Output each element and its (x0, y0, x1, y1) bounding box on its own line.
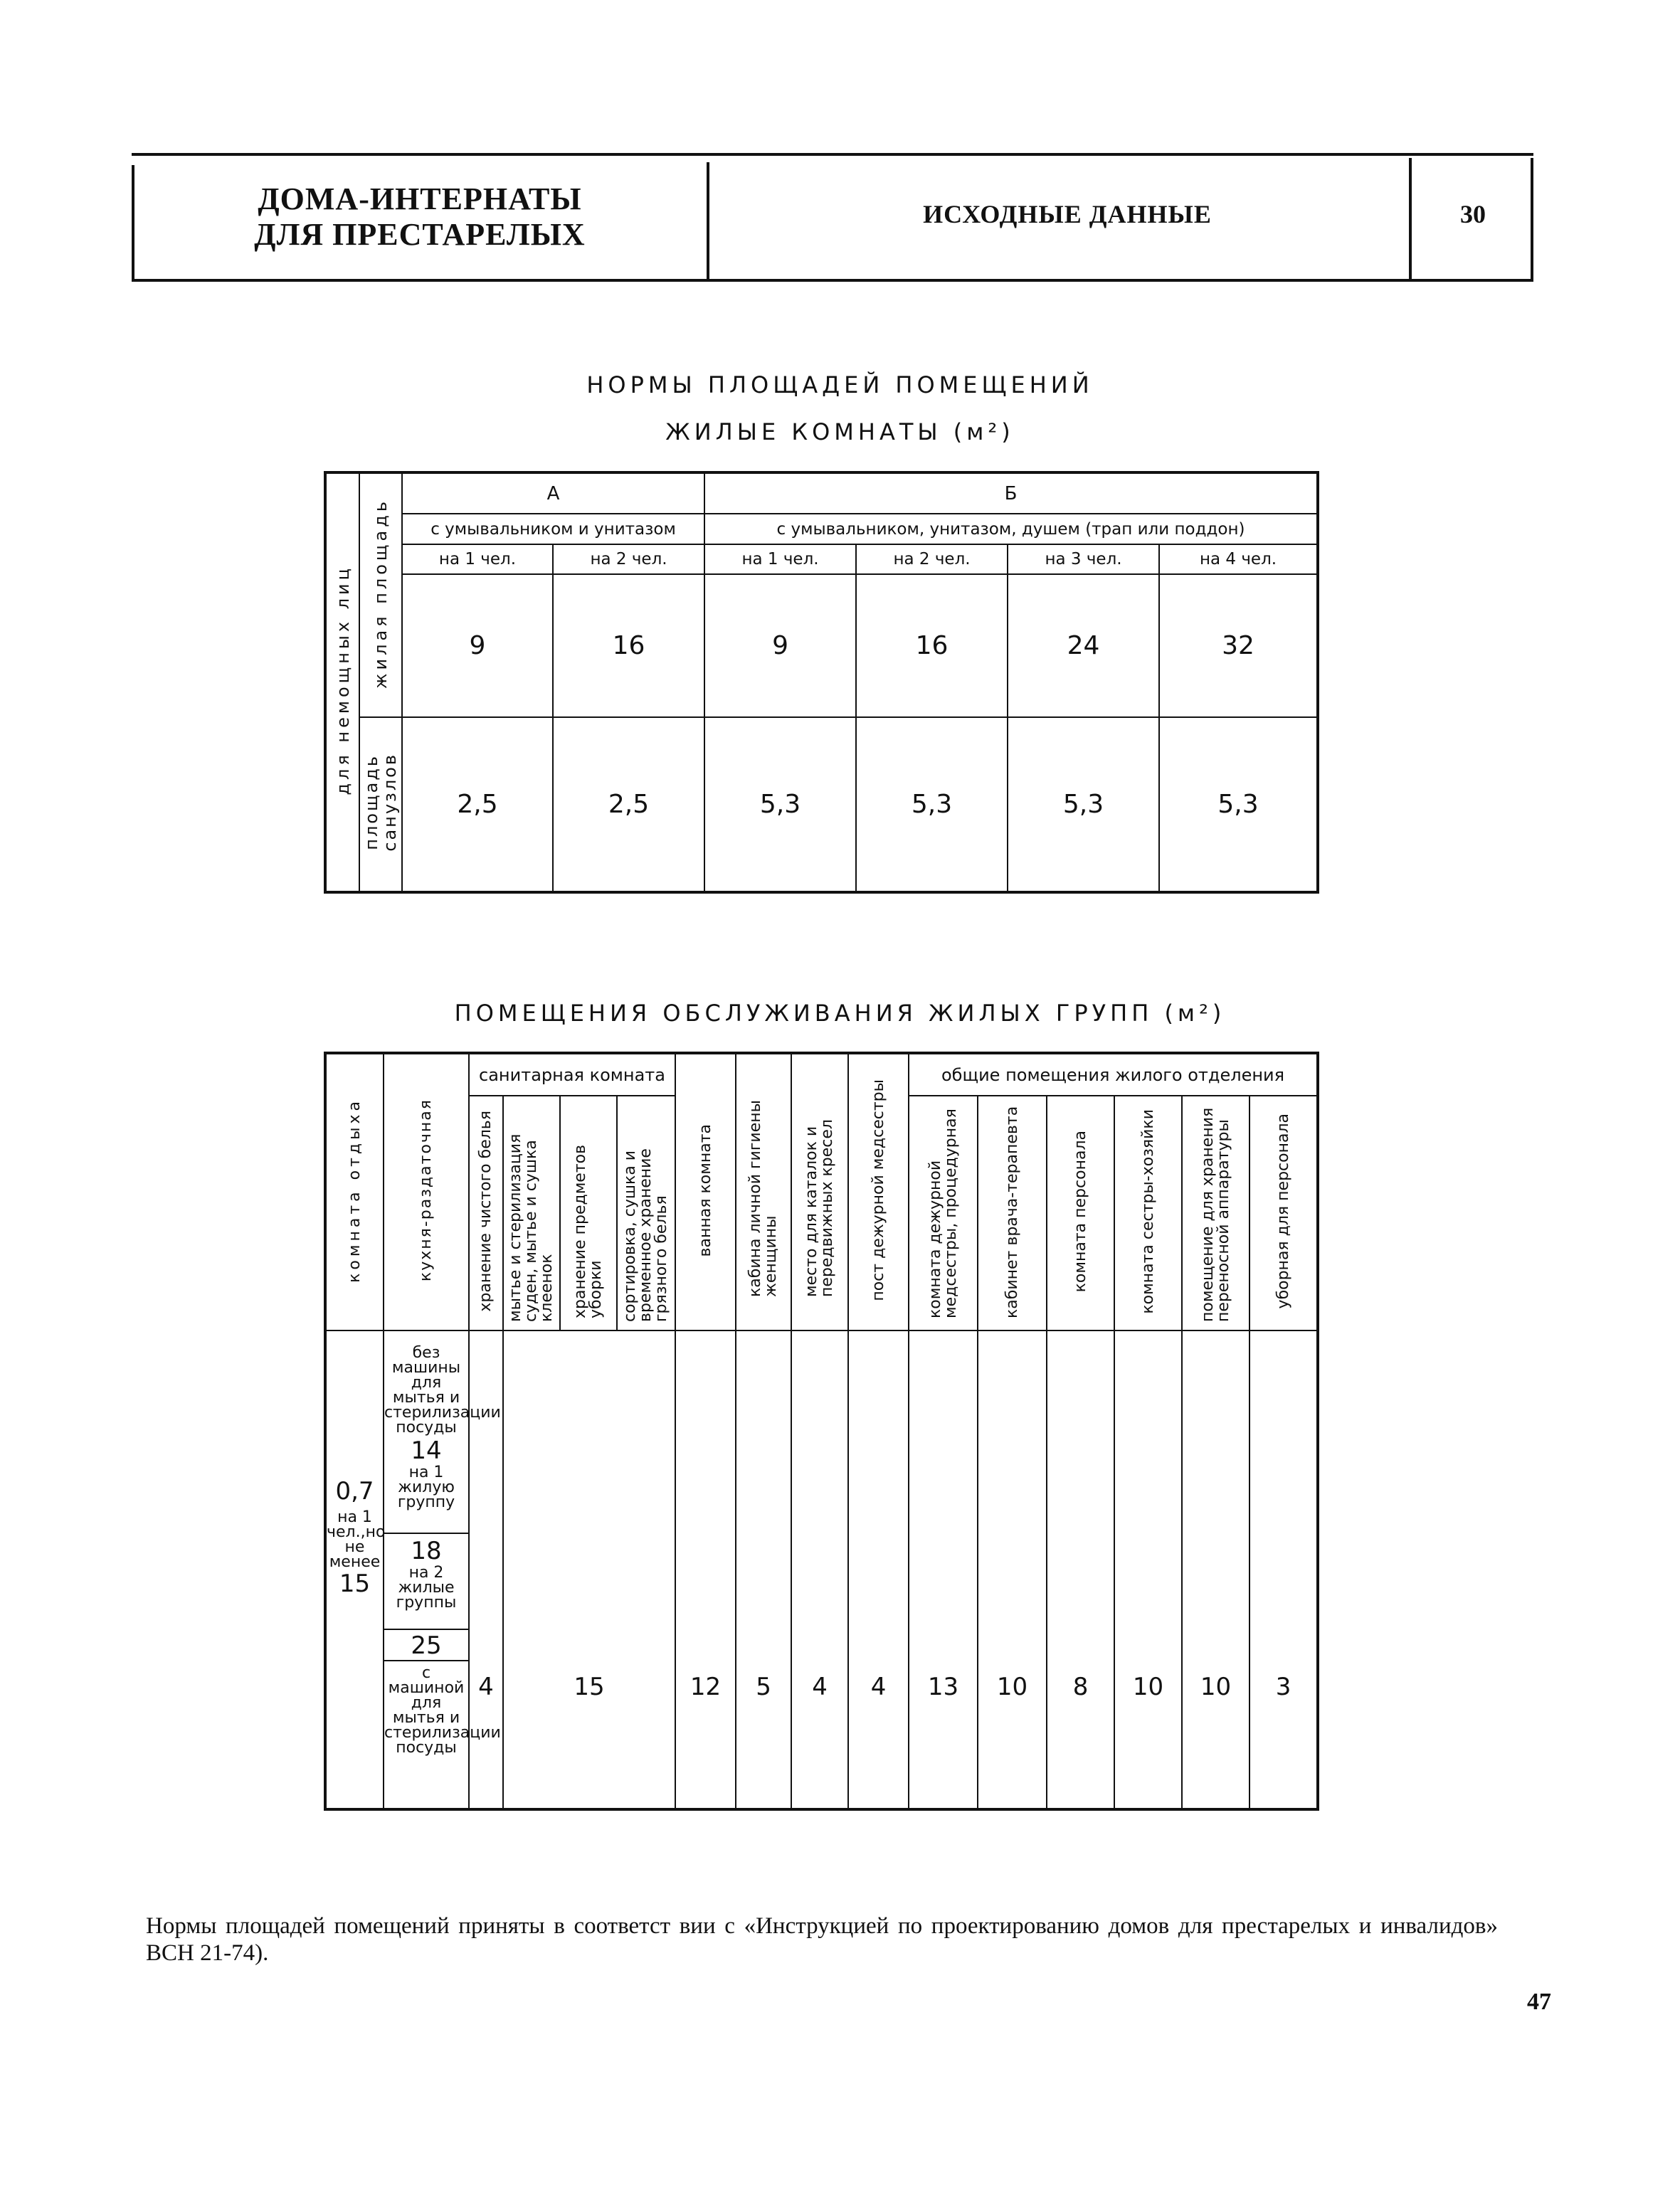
bath-value: 12 (675, 1330, 736, 1809)
duty-nurse-label: комната дежурной медсестры, процедурная (926, 1108, 960, 1318)
sanitary-area-label (362, 753, 399, 852)
col-a-1-person: на 1 чел. (402, 544, 553, 574)
bath-header (675, 1053, 736, 1330)
sheet-number: 30 (1460, 200, 1486, 228)
sanitary-combined-value: 15 (503, 1330, 675, 1809)
duty-nurse-value: 13 (909, 1330, 978, 1809)
vessels-header (503, 1096, 560, 1330)
section-title: ИСХОДНЫЕ ДАННЫЕ (923, 200, 1212, 228)
living-area-value: 32 (1159, 574, 1318, 717)
sanitary-area-value: 5,3 (1008, 717, 1159, 892)
rest-room-value-cell (325, 1330, 384, 1809)
header-left-rule (132, 165, 134, 279)
equipment-label: помещение для хранения переносной аппаратуры (1198, 1107, 1232, 1322)
kitchen-no-machine-note: без машины для мытья и стерилизации посуды (384, 1344, 501, 1437)
rest-room-header (325, 1053, 384, 1330)
document-title (135, 181, 704, 253)
kitchen-header (384, 1053, 469, 1330)
clean-linen-header (469, 1096, 503, 1330)
staff-header (1047, 1096, 1114, 1330)
common-rooms-group-header: общие помещения жилого отделения (909, 1053, 1318, 1096)
heading-living-rooms: ЖИЛЫЕ КОМНАТЫ (м²) (665, 418, 1015, 445)
living-area-label: жилая площадь (371, 497, 391, 689)
cleaning-label: хранение предметов уборки (571, 1144, 605, 1318)
hygiene-header (736, 1053, 791, 1330)
side-label: для немощных лиц (332, 565, 353, 795)
doctor-label: кабинет врача-терапевта (1003, 1106, 1021, 1318)
housekeeper-header (1114, 1096, 1182, 1330)
kitchen-label: кухня-раздаточная (417, 1099, 435, 1282)
doctor-value: 10 (978, 1330, 1047, 1809)
living-area-value: 16 (553, 574, 704, 717)
hygiene-label: кабина личной гигиены женщины (746, 1100, 781, 1297)
sanitary-area-value: 5,3 (856, 717, 1008, 892)
col-b-3-persons: на 3 чел. (1008, 544, 1159, 574)
living-rooms-table (324, 471, 1319, 894)
header-divider-1 (707, 162, 709, 279)
rest-room-label: комната отдыха (345, 1098, 364, 1283)
housekeeper-label: комната сестры-хозяйки (1139, 1109, 1157, 1314)
kitchen-value-1: 14 (411, 1437, 442, 1465)
kitchen-value-2: 18 (411, 1537, 442, 1565)
clean-linen-value: 4 (469, 1330, 503, 1809)
cleaning-header (560, 1096, 617, 1330)
chairs-header (791, 1053, 848, 1330)
duty-nurse-header (909, 1096, 978, 1330)
rest-room-note: на 1 чел.,но не менее (327, 1508, 386, 1571)
vessels-label: мытье и стерилизация суден, мытье и сушка клеенок (507, 1133, 556, 1322)
sanitary-area-value: 5,3 (1159, 717, 1318, 892)
sanitary-area-value: 5,3 (704, 717, 856, 892)
kitchen-variant-1 (384, 1331, 501, 1534)
group-b-description: с умывальником, унитазом, душем (трап или поддон) (704, 514, 1318, 544)
bath-label: ванная комната (696, 1123, 714, 1257)
group-a-header: А (402, 472, 704, 514)
toilet-label: уборная для персонала (1274, 1113, 1292, 1309)
kitchen-variant-3 (384, 1630, 501, 1757)
sanitary-area-label-line1: площадь (361, 754, 381, 851)
group-a-description: с умывальником и унитазом (402, 514, 704, 544)
group-b-header: Б (704, 472, 1318, 514)
equipment-header (1182, 1096, 1250, 1330)
document-title-line1: ДОМА-ИНТЕРНАТЫ (258, 181, 582, 216)
kitchen-note-2: на 2 жилые группы (396, 1564, 457, 1612)
heading-service-rooms: ПОМЕЩЕНИЯ ОБСЛУЖИВАНИЯ ЖИЛЫХ ГРУПП (м²) (454, 1000, 1226, 1027)
col-a-2-persons: на 2 чел. (553, 544, 704, 574)
living-area-value: 9 (704, 574, 856, 717)
header-bottom-rule (132, 279, 1533, 282)
nurse-post-header (848, 1053, 909, 1330)
sanitary-area-label-cell (359, 717, 402, 892)
kitchen-variant-2 (384, 1534, 468, 1630)
kitchen-note-1: на 1 жилую группу (397, 1464, 455, 1511)
kitchen-value-3: 25 (384, 1630, 468, 1661)
clean-linen-label: хранение чистого белья (477, 1111, 495, 1312)
sanitary-area-value: 2,5 (553, 717, 704, 892)
nurse-post-label: пост дежурной медсестры (869, 1079, 887, 1301)
dirty-linen-label: сортировка, сушка и временное хранение грязного белья (621, 1148, 670, 1322)
side-label-cell (325, 472, 359, 892)
heading-norms: НОРМЫ ПЛОЩАДЕЙ ПОМЕЩЕНИЙ (586, 371, 1094, 398)
page-number: 47 (1527, 1989, 1551, 2015)
dirty-linen-header (617, 1096, 675, 1330)
footnote: Нормы площадей помещений приняты в соответст вии с «Инструкцией по проектированию домов для престарелых и инвалидов» ВСН 21-74). (146, 1913, 1498, 1966)
col-b-4-persons: на 4 чел. (1159, 544, 1318, 574)
sanitary-room-group-header: санитарная комната (469, 1053, 675, 1096)
living-area-value: 16 (856, 574, 1008, 717)
col-b-2-persons: на 2 чел. (856, 544, 1008, 574)
sanitary-area-value: 2,5 (402, 717, 553, 892)
nurse-post-value: 4 (848, 1330, 909, 1809)
kitchen-with-machine-note: с машиной для мытья и стерилизации посуды (384, 1664, 501, 1757)
service-rooms-table (324, 1052, 1319, 1811)
header-top-rule (132, 153, 1533, 156)
rest-room-min: 15 (339, 1570, 371, 1598)
living-area-value: 24 (1008, 574, 1159, 717)
chairs-value: 4 (791, 1330, 848, 1809)
living-area-label-cell (359, 472, 402, 717)
toilet-value: 3 (1250, 1330, 1318, 1809)
col-b-1-person: на 1 чел. (704, 544, 856, 574)
hygiene-value: 5 (736, 1330, 791, 1809)
toilet-header (1250, 1096, 1318, 1330)
staff-value: 8 (1047, 1330, 1114, 1809)
rest-room-value: 0,7 (335, 1477, 374, 1506)
equipment-value: 10 (1182, 1330, 1250, 1809)
kitchen-value-cell (384, 1330, 501, 1809)
living-area-value: 9 (402, 574, 553, 717)
doctor-header (978, 1096, 1047, 1330)
chairs-label: место для каталок и передвижных кресел (803, 1119, 837, 1297)
housekeeper-value: 10 (1114, 1330, 1182, 1809)
staff-label: комната персонала (1071, 1130, 1089, 1293)
sanitary-area-label-line2: санузлов (380, 753, 400, 852)
document-title-line2: ДЛЯ ПРЕСТАРЕЛЫХ (254, 217, 586, 252)
